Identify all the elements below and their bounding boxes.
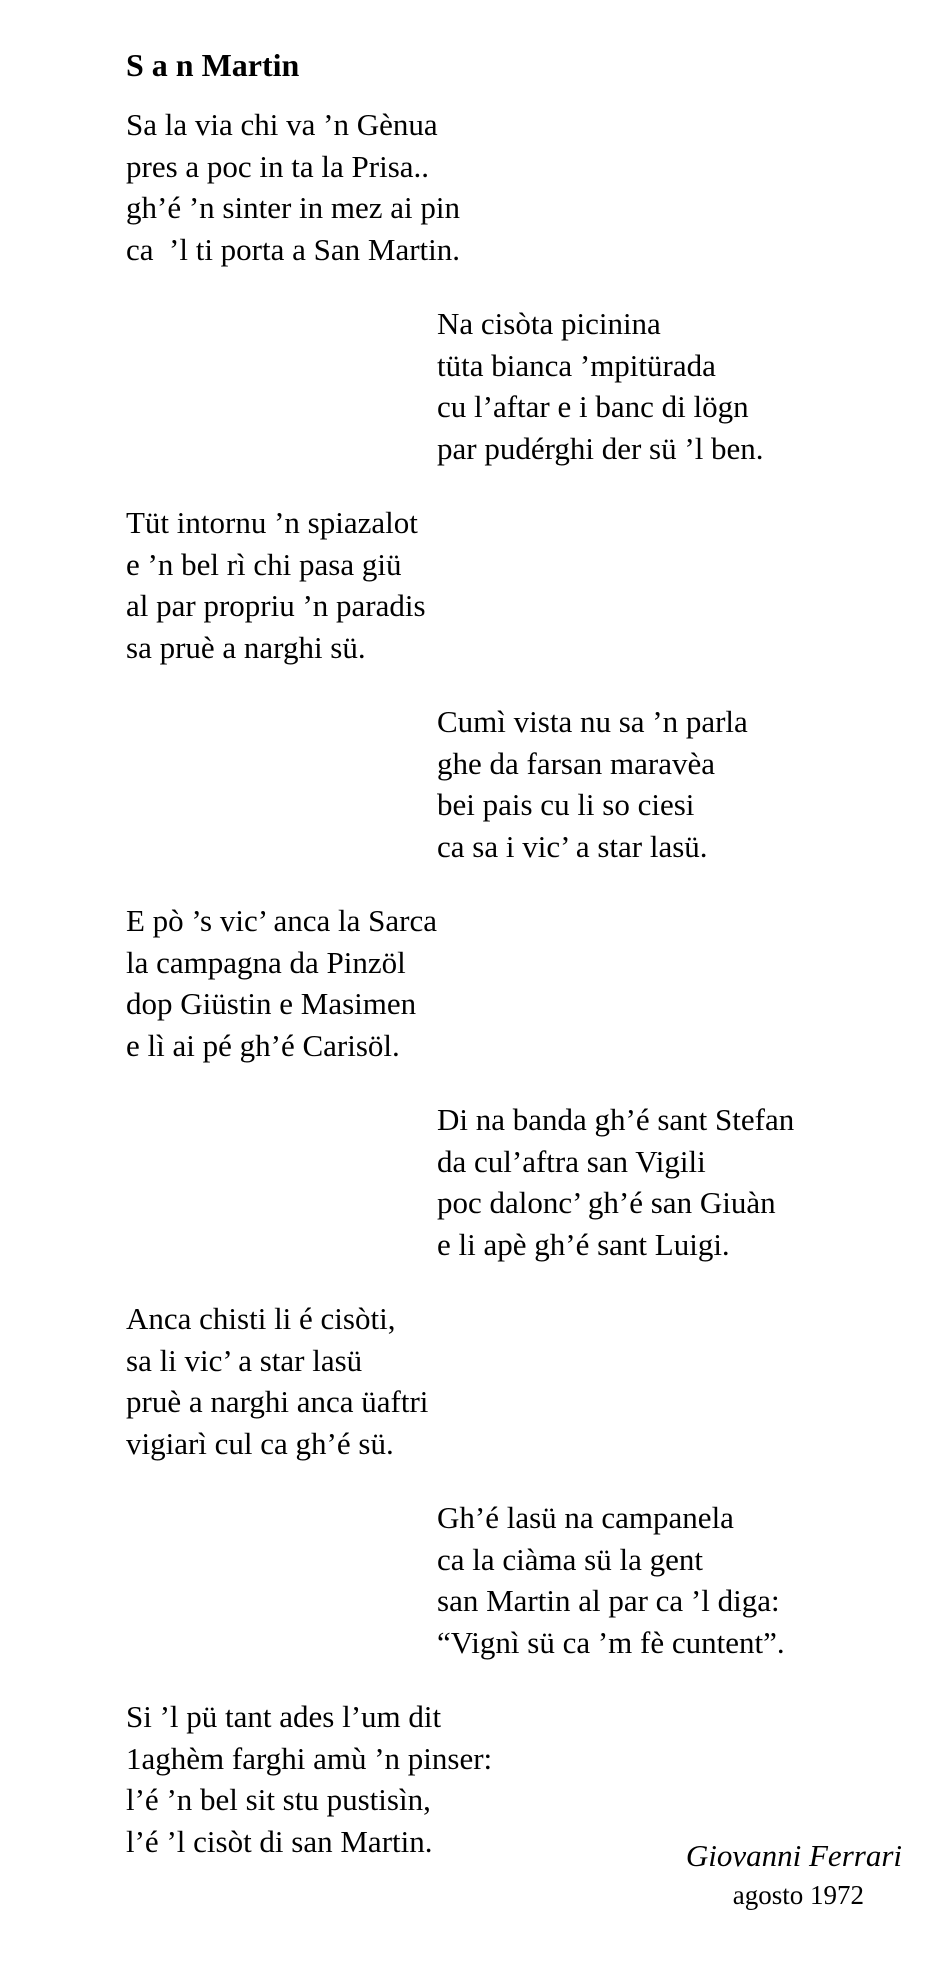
poem-line: Di na banda gh’é sant Stefan — [437, 1102, 795, 1137]
poem-line: gh’é ’n sinter in mez ai pin — [126, 190, 461, 225]
poem-line: Sa la via chi va ’n Gènua — [126, 107, 438, 142]
poem-line: pruè a narghi anca üaftri — [126, 1384, 429, 1419]
poem-line: pres a poc in ta la Prisa.. — [126, 148, 430, 184]
poem-line: “Vignì sü ca ’m fè cuntent”. — [437, 1624, 785, 1660]
poem-line: Na cisòta picinina — [437, 306, 661, 341]
poem-line: l’é ’n bel sit stu pustisìn, — [126, 1782, 431, 1817]
poem-line: Cumì vista nu sa ’n parla — [437, 704, 748, 739]
poem-line: san Martin al par ca ’l diga: — [437, 1583, 780, 1618]
stanza — [0, 502, 950, 668]
stanza — [0, 701, 950, 867]
poem-line: Tüt intornu ’n spiazalot — [126, 505, 418, 540]
stanza — [0, 104, 950, 270]
poem-line: e ’n bel rì chi pasa giü — [126, 546, 402, 582]
poem-line: ca sa i vic’ a star lasü. — [437, 828, 708, 864]
stanza — [0, 303, 950, 469]
poem-line: cu l’aftar e i banc di lögn — [437, 389, 749, 424]
poem-line: dop Giüstin e Masimen — [126, 986, 417, 1021]
poem-line: ca ’l ti porta a San Martin. — [126, 231, 461, 267]
poem-line: Si ’l pü tant ades l’um dit — [126, 1699, 442, 1734]
page-title: S a n Martin — [126, 47, 300, 84]
poem-line: e li apè gh’é sant Luigi. — [437, 1226, 730, 1262]
poem-line: tüta bianca ’mpitürada — [437, 347, 716, 383]
poem-body — [0, 104, 950, 1862]
poem-line: par pudérghi der sü ’l ben. — [437, 430, 764, 466]
poem-line: vigiarì cul ca gh’é sü. — [126, 1425, 394, 1461]
poem-line: l’é ’l cisòt di san Martin. — [126, 1823, 433, 1859]
poem-line: da cul’aftra san Vigili — [437, 1143, 706, 1179]
poem-line: sa li vic’ a star lasü — [126, 1342, 363, 1378]
stanza — [0, 1298, 950, 1464]
poem-line: 1aghèm farghi amù ’n pinser: — [126, 1740, 493, 1776]
poem-line: sa pruè a narghi sü. — [126, 629, 366, 665]
poem-line: e lì ai pé gh’é Carisöl. — [126, 1027, 400, 1063]
author-name: Giovanni Ferrari — [685, 1838, 902, 1873]
stanza — [0, 1099, 950, 1265]
poem-line: Anca chisti li é cisòti, — [126, 1301, 396, 1336]
poem-line: la campagna da Pinzöl — [126, 944, 406, 980]
poem-line: E pò ’s vic’ anca la Sarca — [126, 903, 437, 938]
stanza — [0, 1497, 950, 1663]
signature-block — [402, 1835, 902, 1913]
poem-line: ca la ciàma sü la gent — [437, 1541, 703, 1577]
poem-line: al par propriu ’n paradis — [126, 588, 426, 623]
poem-line: poc dalonc’ gh’é san Giuàn — [437, 1185, 776, 1220]
composition-date: agosto 1972 — [732, 1880, 864, 1910]
stanza — [0, 900, 950, 1066]
poem-line: bei pais cu li so ciesi — [437, 787, 695, 822]
poem-line: ghe da farsan maravèa — [437, 745, 715, 781]
poem-line: Gh’é lasü na campanela — [437, 1500, 734, 1535]
